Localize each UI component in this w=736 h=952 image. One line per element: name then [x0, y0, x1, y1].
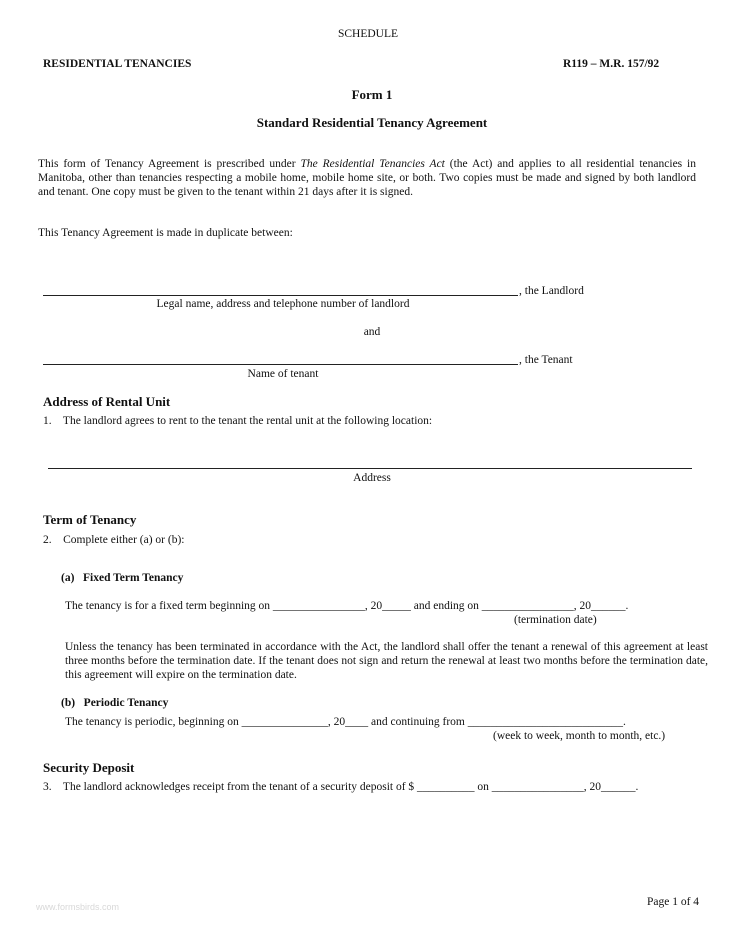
and-label: and	[363, 326, 381, 338]
rental-unit-item: 1. The landlord agrees to rent to the tenant the rental unit at the following location:	[43, 415, 433, 427]
termination-date-caption: (termination date)	[514, 614, 597, 626]
landlord-name-field[interactable]	[43, 295, 518, 296]
tenant-suffix: , the Tenant	[519, 354, 573, 366]
schedule-label: SCHEDULE	[337, 28, 399, 40]
regulation-reference: R119 – M.R. 157/92	[563, 58, 660, 70]
deposit-item[interactable]: 3. The landlord acknowledges receipt from the tenant of a security deposit of $ __________ on ________________, 20______.	[43, 781, 639, 793]
rental-unit-heading: Address of Rental Unit	[43, 394, 171, 409]
intro-paragraph: This form of Tenancy Agreement is prescribed under The Residential Tenancies Act (the Act) and applies to all residential tenancies in Manitoba, other than tenancies respecting a mobile home, mobile home site, or both. Two copies must be made and signed by both landlord and tenant. One copy must be given to the tenant within 21 days after it is signed.	[38, 158, 697, 198]
term-heading: Term of Tenancy	[43, 512, 137, 527]
fixed-term-line[interactable]: The tenancy is for a fixed term beginning on ________________, 20_____ and ending on ________________, 20______.	[65, 600, 629, 612]
address-caption: Address	[353, 472, 391, 484]
section-title: RESIDENTIAL TENANCIES	[43, 58, 192, 70]
tenant-caption: Name of tenant	[247, 368, 319, 380]
renewal-paragraph: Unless the tenancy has been terminated in accordance with the Act, the landlord shall offer the tenant a renewal of this agreement at least three months before the termination date. If the tenant does not sign and return the renewal at least two months before the termination date, this agreement will expire on the termination date.	[65, 641, 708, 681]
form-number: Form 1	[351, 87, 393, 102]
fixed-term-heading: (a) Fixed Term Tenancy	[61, 572, 184, 584]
deposit-heading: Security Deposit	[43, 760, 135, 775]
page-title: Standard Residential Tenancy Agreement	[256, 115, 488, 130]
page-number: Page 1 of 4	[647, 896, 700, 908]
periodic-caption: (week to week, month to month, etc.)	[493, 730, 666, 742]
address-field[interactable]	[48, 468, 692, 469]
periodic-line[interactable]: The tenancy is periodic, beginning on _______________, 20____ and continuing from ___________________________.	[65, 716, 626, 728]
periodic-heading: (b) Periodic Tenancy	[61, 697, 169, 709]
term-item: 2. Complete either (a) or (b):	[43, 534, 185, 546]
watermark: www.formsbirds.com	[36, 902, 120, 912]
landlord-caption: Legal name, address and telephone number of landlord	[156, 298, 410, 310]
tenant-name-field[interactable]	[43, 364, 518, 365]
intro-made-between: This Tenancy Agreement is made in duplicate between:	[38, 227, 293, 239]
landlord-suffix: , the Landlord	[519, 285, 584, 297]
